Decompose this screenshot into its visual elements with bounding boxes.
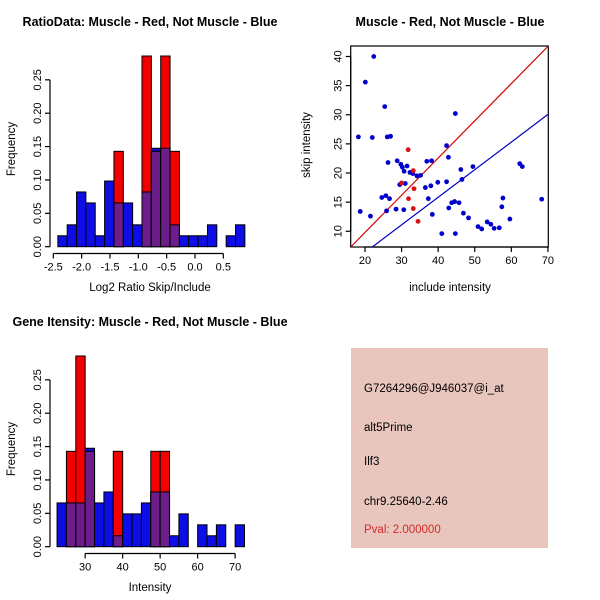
scatter-point [499,204,504,209]
histogram-bar-blue [104,492,113,547]
histogram-bar-overlap [151,492,160,547]
scatter-point [411,206,416,211]
scatter-point [426,196,431,201]
y-tick-label: 40 [332,50,345,63]
histogram-bar-blue [198,525,207,547]
y-tick-label: 0.25 [32,369,44,391]
gene-intensity-histogram-plot [0,300,300,600]
histogram-bar-blue [235,525,244,547]
y-tick-label: 0.20 [32,402,44,424]
x-tick-label: -1.5 [100,261,120,274]
y-tick-label: 0.05 [32,502,44,525]
histogram-bar-overlap [66,503,75,547]
scatter-point [406,196,411,201]
intensity-scatter-plot [300,0,600,300]
histogram-bar-blue [179,236,188,247]
scatter-point [461,211,466,216]
scatter-series [399,147,420,223]
scatter-point [388,134,393,139]
histogram-bar-overlap [170,225,179,247]
scatter-point [370,135,375,140]
scatter-point [452,199,457,204]
muscle-fit-line [351,46,549,247]
y-tick-label: 30 [332,108,345,121]
x-tick-label: 30 [395,255,408,267]
histogram-bar-blue [57,503,66,547]
y-tick-label: 0.15 [32,135,44,158]
histogram-bar-blue [86,203,95,247]
histogram-bar-blue [67,225,76,247]
scatter-point [444,143,449,148]
scatter-point [460,177,465,182]
scatter-point [430,212,435,217]
histogram-bar-blue [123,514,132,547]
scatter-point [507,217,512,222]
x-tick-label: -1.0 [128,261,148,274]
histogram-bars [57,356,244,547]
scatter-point [402,169,407,174]
scatter-point [356,134,361,139]
y-tick-label: 10 [332,225,345,238]
scatter-point [368,214,373,219]
gene-info-line: chr9.25640-2.46 [364,496,448,508]
histogram-bar-blue [77,192,86,247]
histogram-bar-blue [179,514,188,547]
scatter-point [387,196,392,201]
histogram-bar-blue [132,514,141,547]
gene-info-line: alt5Prime [364,422,413,434]
x-tick-label: 60 [505,255,518,267]
scatter-point [429,158,434,163]
scatter-point [412,186,417,191]
y-tick-label: 0.05 [32,202,44,225]
scatter-point [416,219,421,224]
scatter-point [466,215,471,220]
scatter-point [405,164,410,169]
scatter-point [446,206,451,211]
x-tick-label: 20 [358,255,372,267]
gene-intensity-histogram-title: Gene Itensity: Muscle - Red, Not Muscle - Blue [12,315,288,329]
scatter-point [446,155,451,160]
x-tick-label: 0.0 [187,261,203,274]
gene-intensity-histogram-ylabel: Frequency [6,421,18,477]
gene-info-box [351,348,548,548]
panel-intensity-scatter [300,0,600,300]
histogram-bars [58,56,245,247]
scatter-point [401,207,406,212]
histogram-bar-blue [226,236,235,247]
scatter-point [418,173,423,178]
scatter-point [411,168,416,173]
scatter-point [386,160,391,165]
histogram-bar-blue [141,503,150,547]
gene-info-line: G7264296@J946037@i_at [364,383,504,395]
scatter-point [358,209,363,214]
histogram-bar-blue [189,236,198,247]
ratio-histogram-ylabel: Frequency [6,121,18,177]
scatter-point [439,231,444,236]
histogram-bar-blue [133,225,142,247]
histogram-bar-blue [58,236,67,247]
scatter-point [423,185,428,190]
intensity-scatter-ylabel: skip intensity [301,112,313,178]
y-tick-label: 0.10 [32,169,44,191]
scatter-point [479,227,484,232]
gene-info-line: Ilf3 [364,456,380,468]
x-tick-label: 60 [191,561,204,574]
scatter-point [382,104,387,109]
histogram-bar-blue [95,236,104,247]
y-tick-label: 25 [332,137,345,151]
scatter-point [384,208,389,213]
scatter-point [400,165,405,170]
scatter-point [457,200,462,205]
y-tick-label: 20 [332,166,345,180]
y-tick-label: 0.20 [32,102,44,124]
y-tick-label: 0.25 [32,69,44,91]
x-tick-label: 40 [116,561,129,574]
histogram-bar-overlap [113,536,122,547]
scatter-series [356,54,544,236]
panel-gene-intensity-histogram [0,300,300,600]
x-tick-label: 0.5 [215,261,231,274]
histogram-bar-red [113,451,122,546]
intensity-scatter-title: Muscle - Red, Not Muscle - Blue [355,15,545,29]
scatter-point [497,225,502,230]
scatter-point [424,159,429,164]
ratio-histogram-plot [0,0,300,300]
scatter-point [453,231,458,236]
histogram-bar-overlap [85,451,94,546]
x-tick-label: -0.5 [157,261,177,274]
x-tick-label: 30 [79,561,92,574]
histogram-bar-blue [95,503,104,547]
histogram-bar-overlap [114,203,123,247]
x-tick-label: 40 [432,255,445,267]
scatter-point [539,197,544,202]
scatter-point [428,183,433,188]
y-tick-label: 0.10 [32,469,44,491]
scatter-point [363,80,368,85]
scatter-point [394,207,399,212]
scatter-point [371,54,376,59]
histogram-bar-blue [123,203,132,247]
histogram-bar-blue [207,536,216,547]
scatter-point [399,181,404,186]
panel-gene-info [300,300,600,600]
scatter-point [458,167,463,172]
scatter-point [471,164,476,169]
y-tick-label: 0.15 [32,435,44,458]
scatter-point [488,222,493,227]
histogram-bar-overlap [142,192,151,247]
gene-intensity-histogram-xlabel: Intensity [128,582,172,594]
x-tick-label: -2.0 [72,261,92,274]
scatter-point [501,196,506,201]
y-tick-label: 35 [332,79,345,92]
panel-ratio-histogram [0,0,300,300]
intensity-scatter-xlabel: include intensity [409,282,491,294]
x-tick-label: 50 [468,255,481,267]
histogram-bar-blue [207,225,216,247]
scatter-point [435,180,440,185]
histogram-bar-blue [236,225,245,247]
y-tick-label: 0.00 [32,235,44,258]
scatter-point [406,147,411,152]
scatter-point [520,164,525,169]
histogram-bar-overlap [160,492,169,547]
ratio-histogram-xlabel: Log2 Ratio Skip/Include [89,282,211,294]
x-tick-label: 70 [541,255,555,267]
x-tick-label: -2.5 [43,261,63,274]
histogram-bar-overlap [76,503,85,547]
scatter-point [492,226,497,231]
histogram-bar-blue [198,236,207,247]
y-tick-label: 15 [332,196,345,209]
histogram-bar-blue [105,181,114,247]
histogram-bar-overlap [151,151,160,246]
y-tick-label: 0.00 [32,535,44,558]
histogram-bar-blue [170,536,179,547]
histogram-bar-overlap [161,148,170,246]
ratio-histogram-title: RatioData: Muscle - Red, Not Muscle - Blue [22,15,278,29]
scatter-point [444,179,449,184]
x-tick-label: 70 [229,561,242,574]
gene-info-line: Pval: 2.000000 [364,524,441,536]
scatter-point [453,111,458,116]
histogram-bar-blue [216,525,225,547]
scatter-point [395,158,400,163]
x-tick-label: 50 [154,561,167,574]
